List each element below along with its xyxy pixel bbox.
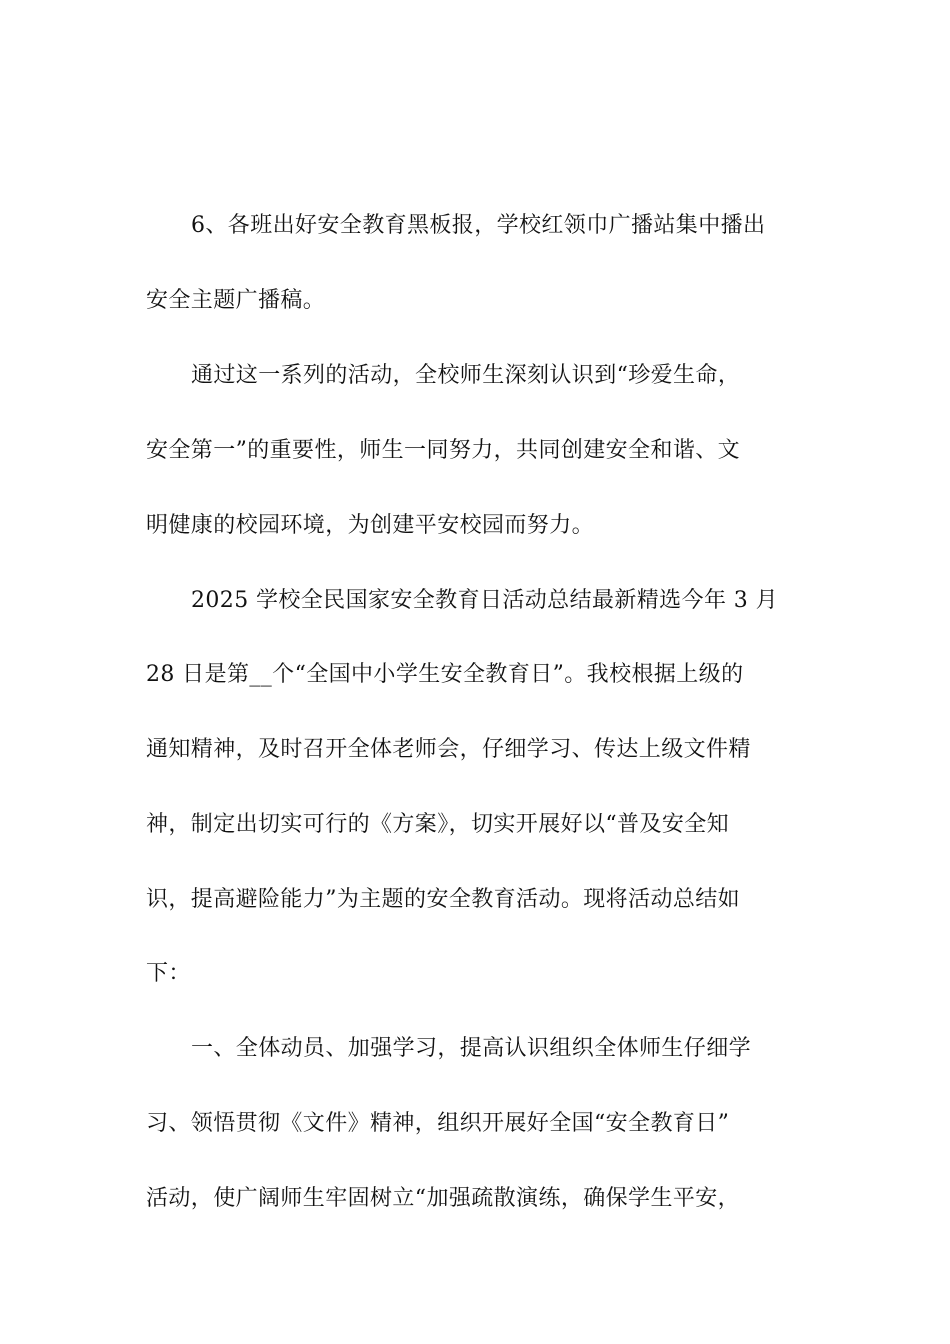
text-line: 通过这一系列的活动，全校师生深刻认识到“珍爱生命， xyxy=(191,363,741,388)
text-line: 通知精神，及时召开全体老师会，仔细学习、传达上级文件精 xyxy=(146,737,751,762)
text-line: 2025 学校全民国家安全教育日活动总结最新精选今年 3 月 xyxy=(191,588,778,613)
text-line: 28 日是第__个“全国中小学生安全教育日”。我校根据上级的 xyxy=(146,662,744,687)
text-line: 神，制定出切实可行的《方案》，切实开展好以“普及安全知 xyxy=(146,812,730,837)
text-line: 活动，使广阔师生牢固树立“加强疏散演练，确保学生平安， xyxy=(146,1186,741,1211)
text-line: 习、领悟贯彻《文件》精神，组织开展好全国“安全教育日” xyxy=(146,1111,730,1136)
text-line: 安全主题广播稿。 xyxy=(146,288,326,313)
text-line: 安全第一”的重要性，师生一同努力，共同创建安全和谐、文 xyxy=(146,438,741,463)
text-line: 一、全体动员、加强学习，提高认识组织全体师生仔细学 xyxy=(191,1036,752,1061)
text-line: 识，提高避险能力”为主题的安全教育活动。现将活动总结如 xyxy=(146,887,741,912)
text-line: 6、各班出好安全教育黑板报，学校红领巾广播站集中播出 xyxy=(191,213,766,238)
text-line: 明健康的校园环境，为创建平安校园而努力。 xyxy=(146,513,595,538)
text-line: 下： xyxy=(146,961,191,986)
